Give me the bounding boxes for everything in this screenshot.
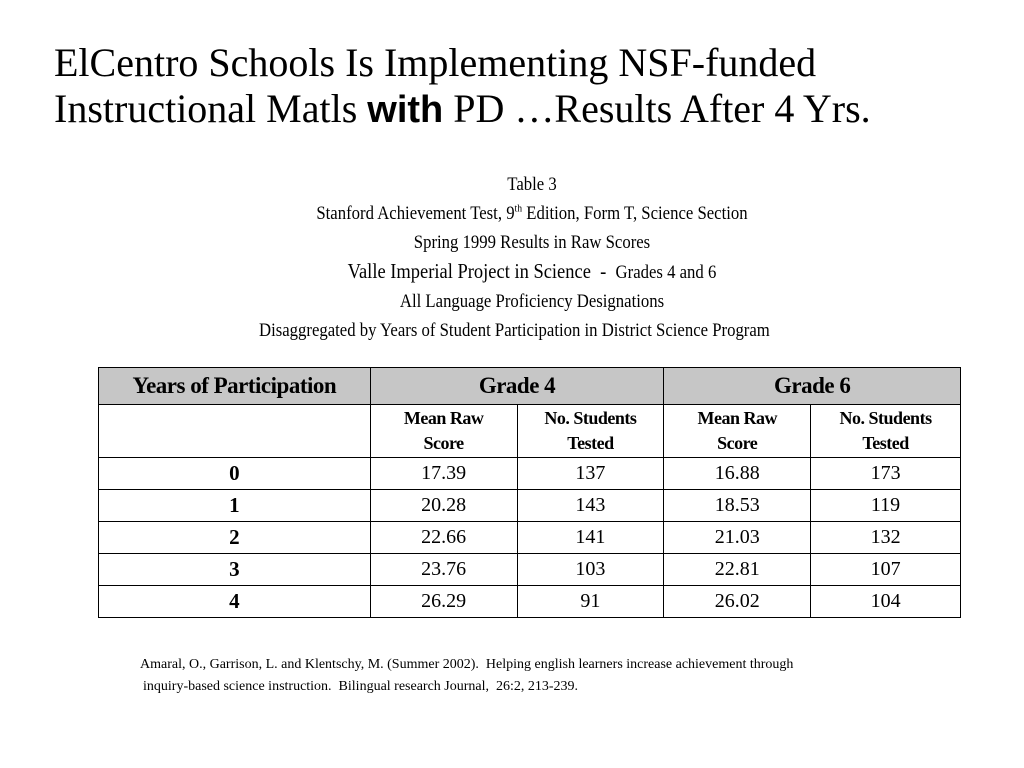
table-row: [99, 458, 961, 490]
mean-label-line2: Score: [717, 433, 758, 453]
grade6-count-cell: 104: [811, 586, 961, 618]
table-label: Table 3: [507, 174, 557, 195]
table-subheader-row: [99, 405, 961, 458]
grade6-count-cell: 119: [811, 490, 961, 522]
test-name-end: Edition, Form T, Science Section: [522, 203, 748, 224]
grade4-count-cell: 143: [517, 490, 664, 522]
proficiency-line: All Language Proficiency Designations: [399, 291, 665, 312]
citation-line-1: Amaral, O., Garrison, L. and Klentschy, M. (Summer 2002). Helping english learners increase achievement through: [140, 657, 794, 672]
citation-line-2: inquiry-based science instruction. Bilingual research Journal, 26:2, 213-239.: [143, 679, 579, 694]
grade6-mean-cell: 16.88: [664, 458, 811, 490]
test-name-start: Stanford Achievement Test, 9: [316, 203, 515, 224]
grade4-count-cell: 91: [517, 586, 664, 618]
grade4-count-cell: 141: [517, 522, 664, 554]
project-separator: -: [590, 259, 616, 283]
grade4-count-cell: 137: [517, 458, 664, 490]
disaggregation-line: [64, 316, 1000, 345]
mean-label-line1: Mean Raw: [697, 408, 777, 428]
project-name: Valle Imperial Project in Science: [347, 259, 591, 283]
mean-label-line1: Mean Raw: [403, 408, 484, 428]
years-cell: 2: [99, 522, 371, 554]
subheader-empty: [99, 405, 371, 458]
test-name: [64, 199, 1000, 228]
title-line-1: ElCentro Schools Is Implementing NSF-funded: [54, 40, 817, 85]
citation: [140, 654, 1000, 698]
project-line: [64, 257, 1000, 287]
count-label-line2: Tested: [862, 433, 909, 453]
grade6-count-cell: 173: [811, 458, 961, 490]
table-row: [99, 554, 961, 586]
results-table: [98, 367, 961, 618]
grade4-mean-cell: 23.76: [370, 554, 517, 586]
subheader-grade6-count: [811, 405, 961, 458]
test-edition-superscript: th: [514, 202, 523, 215]
table-row: [99, 586, 961, 618]
grade4-mean-cell: 20.28: [370, 490, 517, 522]
disaggregation-text: Disaggregated by Years of Student Participation in District Science Program: [259, 320, 770, 341]
table-header-row: [99, 368, 961, 405]
header-grade-4: Grade 4: [370, 368, 664, 405]
years-cell: 0: [99, 458, 371, 490]
title-emphasis: with: [367, 89, 444, 131]
grade6-mean-cell: 18.53: [664, 490, 811, 522]
table-row: [99, 490, 961, 522]
grade6-count-cell: 132: [811, 522, 961, 554]
grade4-mean-cell: 26.29: [370, 586, 517, 618]
header-years-of-participation: Years of Participation: [99, 368, 371, 405]
count-label-line1: No. Students: [839, 408, 932, 428]
title-line-2-start: Instructional Matls: [54, 86, 368, 131]
years-cell: 4: [99, 586, 371, 618]
grade6-mean-cell: 21.03: [664, 522, 811, 554]
table-caption: [64, 170, 1000, 345]
subheader-grade4-mean: [370, 405, 517, 458]
table-row: [99, 522, 961, 554]
grade6-mean-cell: 22.81: [664, 554, 811, 586]
mean-label-line2: Score: [423, 433, 464, 453]
count-label-line2: Tested: [567, 433, 614, 453]
subheader-grade4-count: [517, 405, 664, 458]
grade4-mean-cell: 22.66: [370, 522, 517, 554]
slide-title: [54, 40, 1014, 133]
grade6-count-cell: 107: [811, 554, 961, 586]
count-label-line1: No. Students: [544, 408, 637, 428]
subheader-grade6-mean: [664, 405, 811, 458]
title-line-2-end: PD …Results After 4 Yrs.: [443, 86, 871, 131]
grades-label: Grades 4 and 6: [615, 262, 717, 283]
years-cell: 3: [99, 554, 371, 586]
grade4-mean-cell: 17.39: [370, 458, 517, 490]
results-line: Spring 1999 Results in Raw Scores: [413, 232, 651, 253]
grade6-mean-cell: 26.02: [664, 586, 811, 618]
years-cell: 1: [99, 490, 371, 522]
header-grade-6: Grade 6: [664, 368, 961, 405]
grade4-count-cell: 103: [517, 554, 664, 586]
